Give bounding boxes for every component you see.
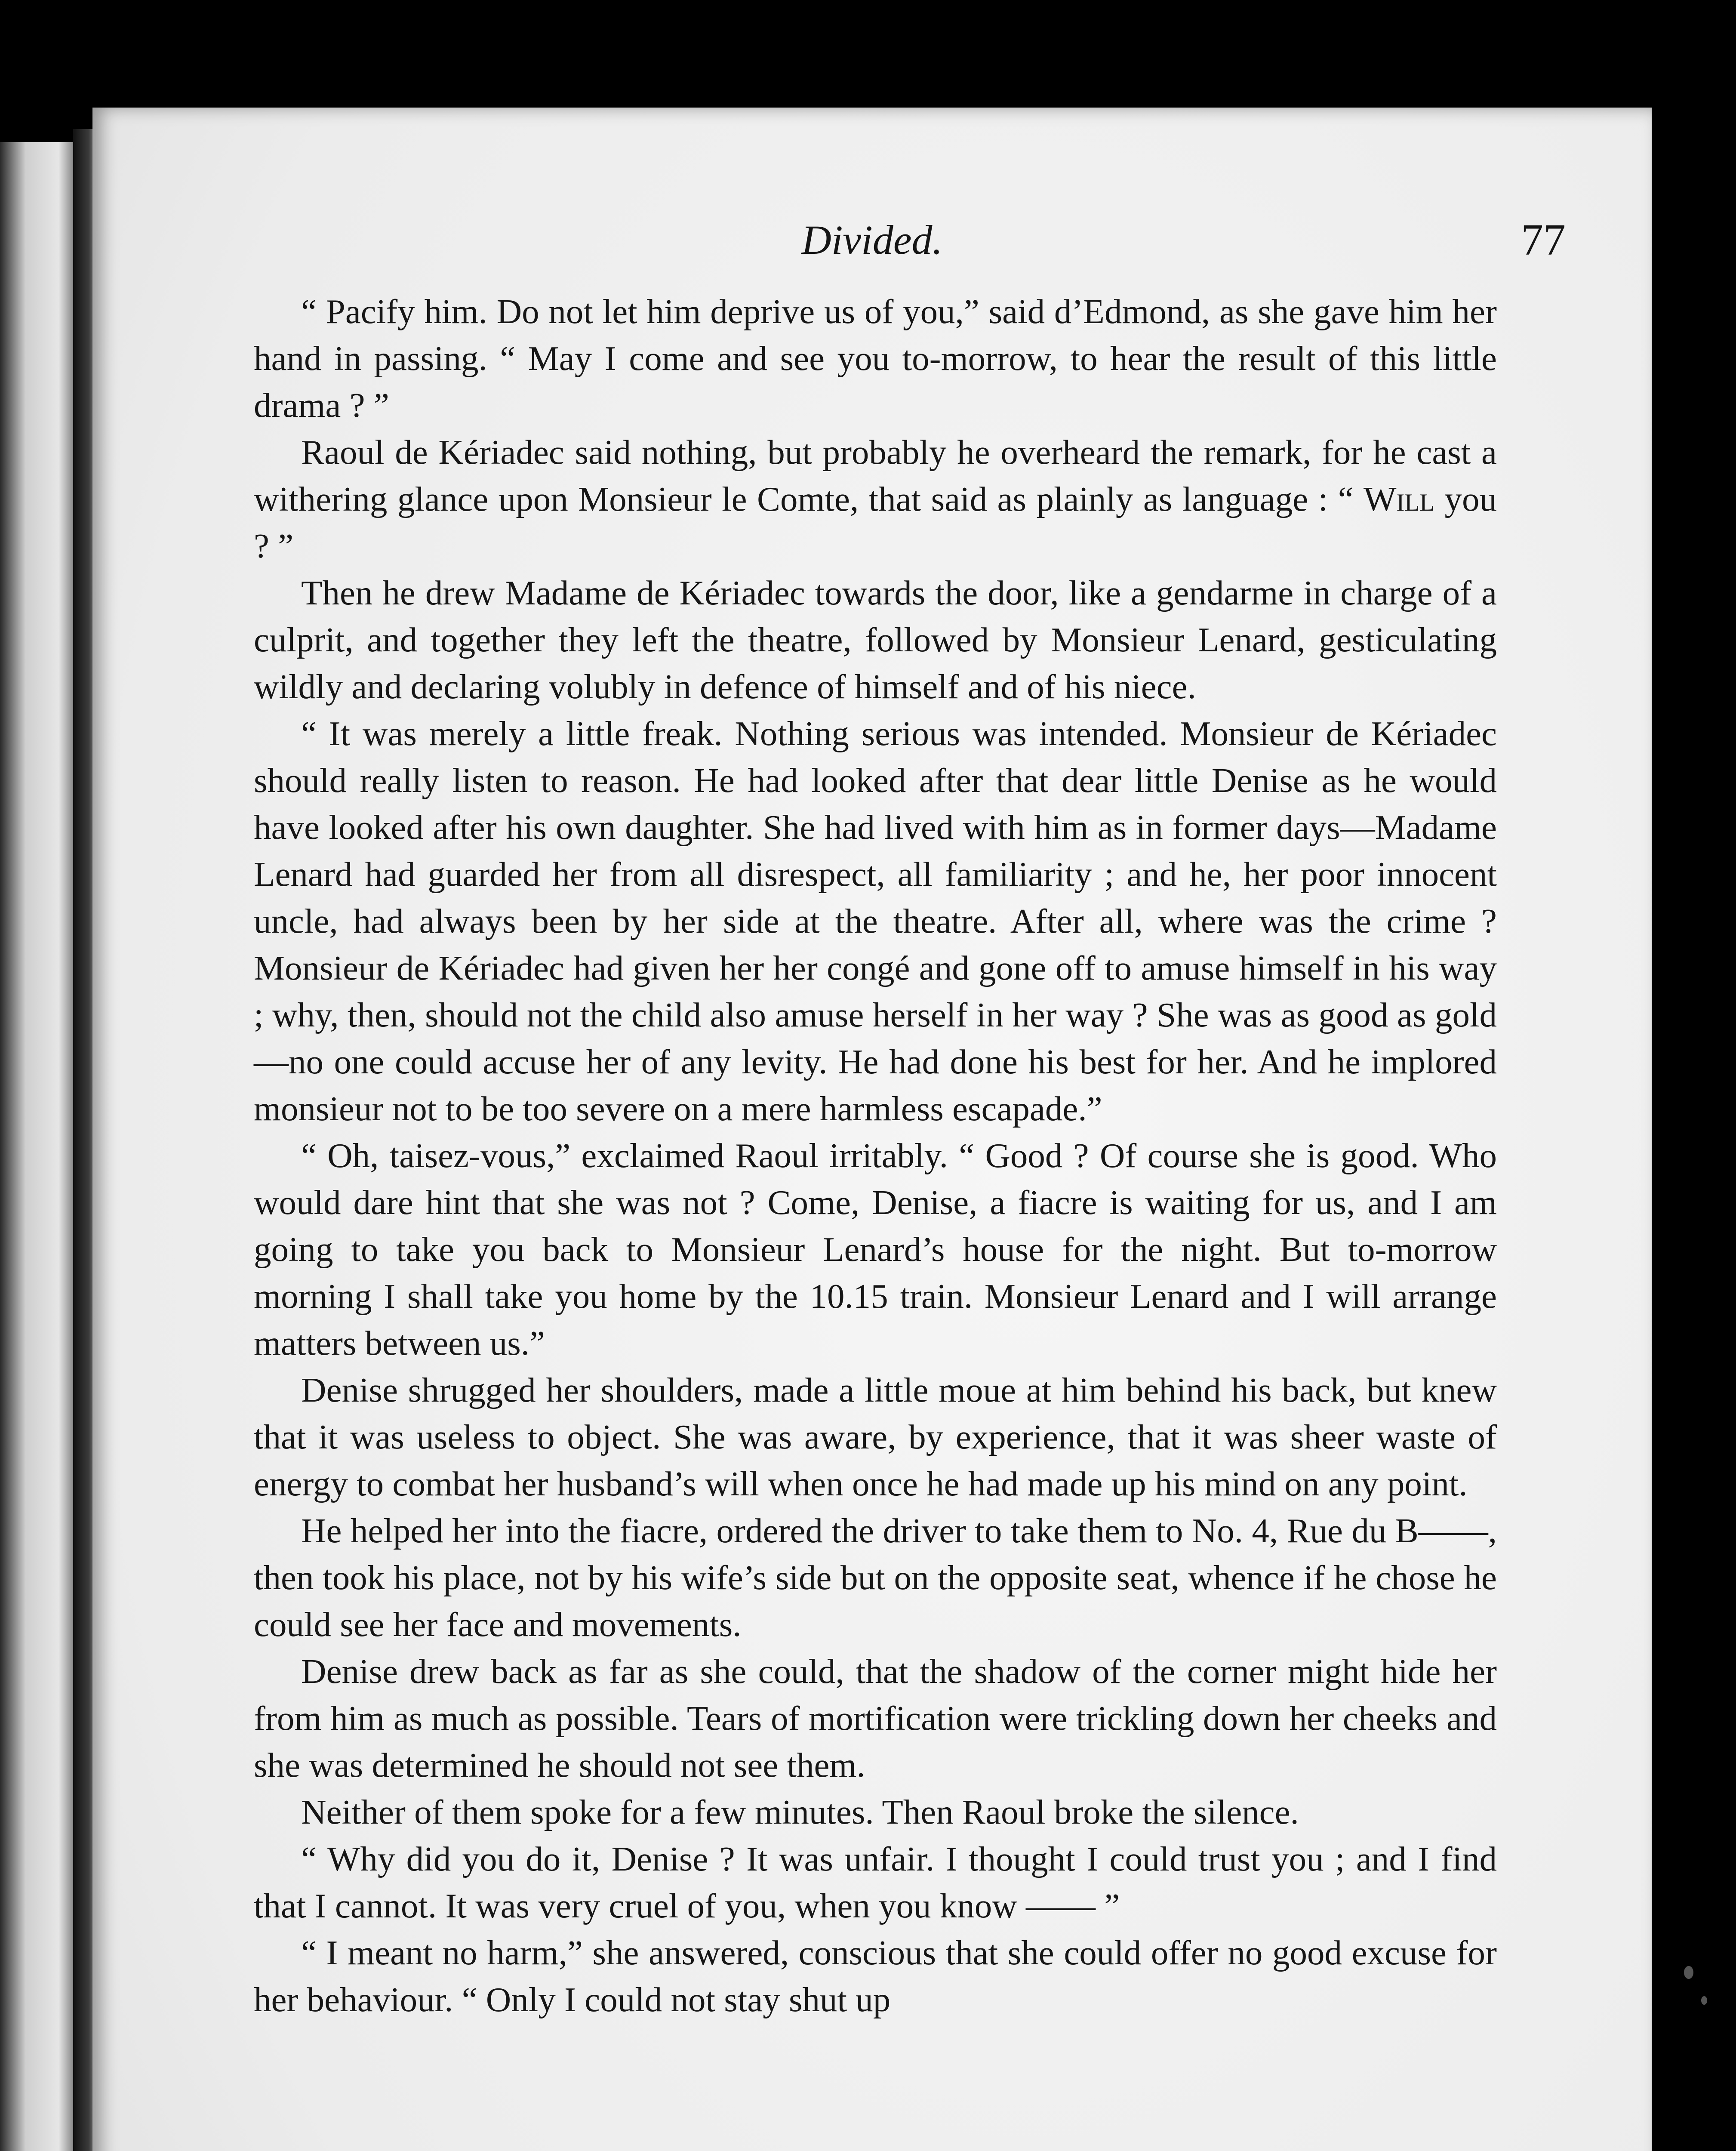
paragraph: Then he drew Madame de Kériadec towards the door, like a gendarme in charge of a culprit, and together they left the theatre, followed by Monsieur Lenard, gesticulating wildly and declaring volubly in defence of himself and of his niece. <box>254 573 1497 706</box>
paper-speck <box>1701 1996 1707 2005</box>
running-title: Divided. <box>801 217 943 263</box>
paragraph: “ I meant no harm,” she answered, conscious that she could offer no good excuse for her behaviour. “ Only I could not stay shut up <box>254 1933 1497 2019</box>
quote-open: “ <box>1338 480 1364 518</box>
paragraph: He helped her into the fiacre, ordered the driver to take them to No. 4, Rue du B——, then took his place, not by his wife’s side but on the opposite seat, whence if he chose he could see her face and movements. <box>254 1511 1497 1644</box>
page-number: 77 <box>1521 215 1566 265</box>
paragraph <box>254 429 1497 570</box>
paragraph: Denise shrugged her shoulders, made a little moue at him behind his back, but knew that it was useless to object. She was aware, by experience, that it was sheer waste of energy to combat her husband’s will when once he had made up his mind on any point. <box>254 1371 1497 1503</box>
page-header <box>92 214 1652 274</box>
paragraph-text: Raoul de Kériadec said nothing, but probably he overheard the remark, for he cast a withering glance upon Monsieur le Comte, that said as plainly as language : <box>254 433 1497 518</box>
previous-page-edge <box>0 142 73 2151</box>
paragraph: “ It was merely a little freak. Nothing serious was intended. Monsieur de Kériadec should really listen to reason. He had looked after that dear little Denise as he would have looked after his own daughter. She had lived with him as in former days—Madame Lenard had guarded her from all disrespect, all familiarity ; and he, her poor innocent uncle, had always been by her side at the theatre. After all, where was the crime ? Monsieur de Kériadec had given her her congé and gone off to amuse himself in his way ; why, then, should not the child also amuse herself in her way ? She was as good as gold—no one could accuse her of any levity. He had done his best for her. And he implored monsieur not to be too severe on a mere harmless escapade.” <box>254 714 1497 1128</box>
paper-speck <box>1684 1966 1693 1979</box>
small-caps-word: Will <box>1363 480 1435 518</box>
paragraph: “ Oh, taisez-vous,” exclaimed Raoul irritably. “ Good ? Of course she is good. Who would dare hint that she was not ? Come, Denise, a fiacre is waiting for us, and I am going to take you back to Monsieur Lenard’s house for the night. But to-morrow morning I shall take you home by the 10.15 train. Monsieur Lenard and I will arrange matters between us.” <box>254 1136 1497 1362</box>
paragraph: “ Pacify him. Do not let him deprive us of you,” said d’Edmond, as she gave him her hand in passing. “ May I come and see you to-morrow, to hear the result of this little drama ? ” <box>254 292 1497 425</box>
book-page <box>92 108 1652 2151</box>
paragraph: Neither of them spoke for a few minutes. Then Raoul broke the silence. <box>301 1793 1299 1831</box>
paragraph: Denise drew back as far as she could, that the shadow of the corner might hide her from him as much as possible. Tears of mortification were trickling down her cheeks and she was determined he should not see them. <box>254 1652 1497 1784</box>
body-text <box>254 288 1497 2023</box>
quote-rest: you ? ” <box>254 480 1497 565</box>
paragraph: “ Why did you do it, Denise ? It was unfair. I thought I could trust you ; and I find that I cannot. It was very cruel of you, when you know —— ” <box>254 1840 1497 1925</box>
